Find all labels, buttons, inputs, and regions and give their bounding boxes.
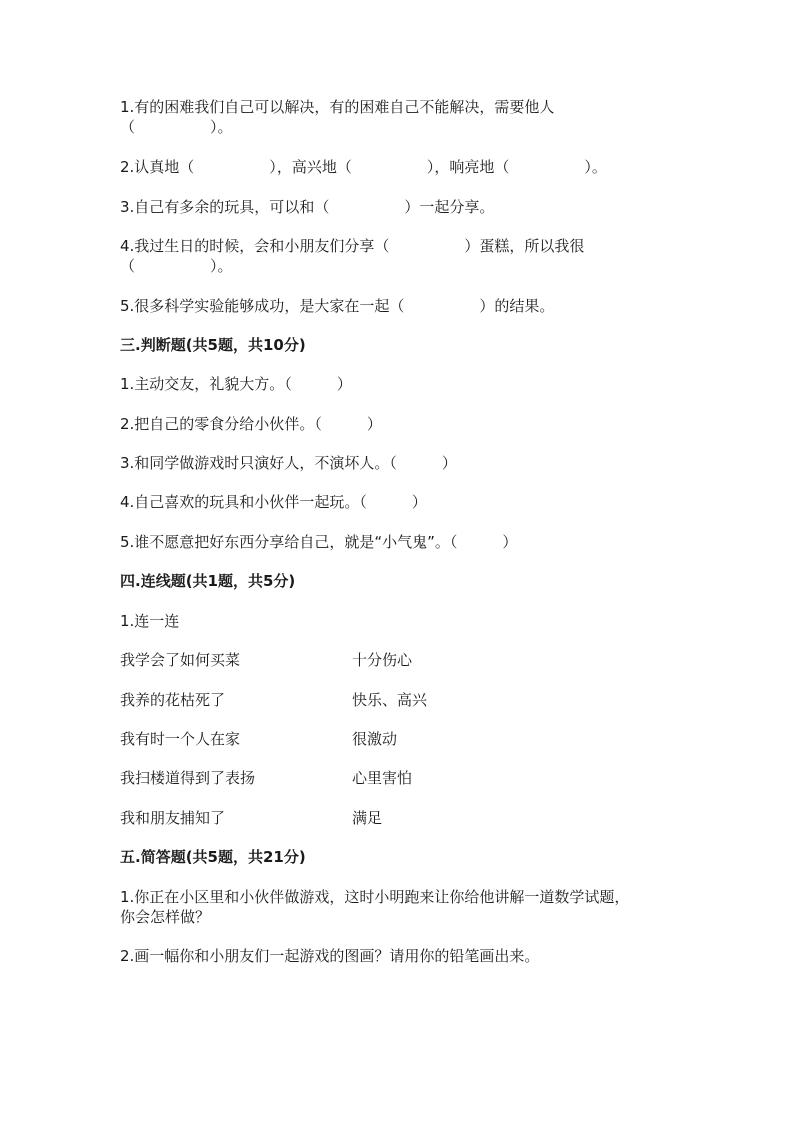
section-heading-matching: 四.连线题(共1题，共5分)	[120, 572, 296, 590]
matching-left-item: 我养的花枯死了	[120, 691, 226, 709]
short-answer-q1-line2: 你会怎样做？	[120, 908, 211, 926]
matching-left-item: 我扫楼道得到了表扬	[120, 769, 256, 787]
fill-blank-q3: 3.自己有多余的玩具，可以和（ ）一起分享。	[120, 198, 495, 216]
matching-right-item: 快乐、高兴	[352, 691, 428, 709]
matching-left-item: 我学会了如何买菜	[120, 651, 241, 669]
fill-blank-q1-line1: 1.有的困难我们自己可以解决，有的困难自己不能解决，需要他人	[120, 98, 555, 116]
matching-left-item: 我和朋友捕知了	[120, 809, 226, 827]
matching-right-item: 十分伤心	[352, 651, 413, 669]
fill-blank-q5: 5.很多科学实验能够成功，是大家在一起（ ）的结果。	[120, 297, 555, 315]
judge-q1: 1.主动交友，礼貌大方。（ ）	[120, 375, 352, 393]
judge-q2: 2.把自己的零食分给小伙伴。（ ）	[120, 415, 382, 433]
judge-q3: 3.和同学做游戏时只演好人，不演坏人。（ ）	[120, 454, 457, 472]
judge-q4: 4.自己喜欢的玩具和小伙伴一起玩。（ ）	[120, 493, 427, 511]
short-answer-q1-line1: 1.你正在小区里和小伙伴做游戏，这时小明跑来让你给他讲解一道数学试题，	[120, 888, 630, 906]
fill-blank-q1-line2: （ ）。	[120, 118, 233, 136]
matching-right-item: 满足	[352, 809, 383, 827]
fill-blank-q4-line2: （ ）。	[120, 257, 233, 275]
matching-left-item: 我有时一个人在家	[120, 730, 241, 748]
matching-right-item: 心里害怕	[352, 769, 413, 787]
fill-blank-q2: 2.认真地（ ），高兴地（ ），响亮地（ ）。	[120, 158, 607, 176]
short-answer-q2: 2.画一幅你和小朋友们一起游戏的图画？请用你的铅笔画出来。	[120, 947, 540, 965]
matching-q1: 1.连一连	[120, 612, 180, 630]
section-heading-short-answer: 五.简答题(共5题，共21分)	[120, 848, 306, 866]
section-heading-judge: 三.判断题(共5题，共10分)	[120, 336, 306, 354]
judge-q5: 5.谁不愿意把好东西分享给自己，就是“小气鬼”。（ ）	[120, 533, 518, 551]
matching-right-item: 很激动	[352, 730, 398, 748]
fill-blank-q4-line1: 4.我过生日的时候，会和小朋友们分享（ ）蛋糕，所以我很	[120, 237, 585, 255]
